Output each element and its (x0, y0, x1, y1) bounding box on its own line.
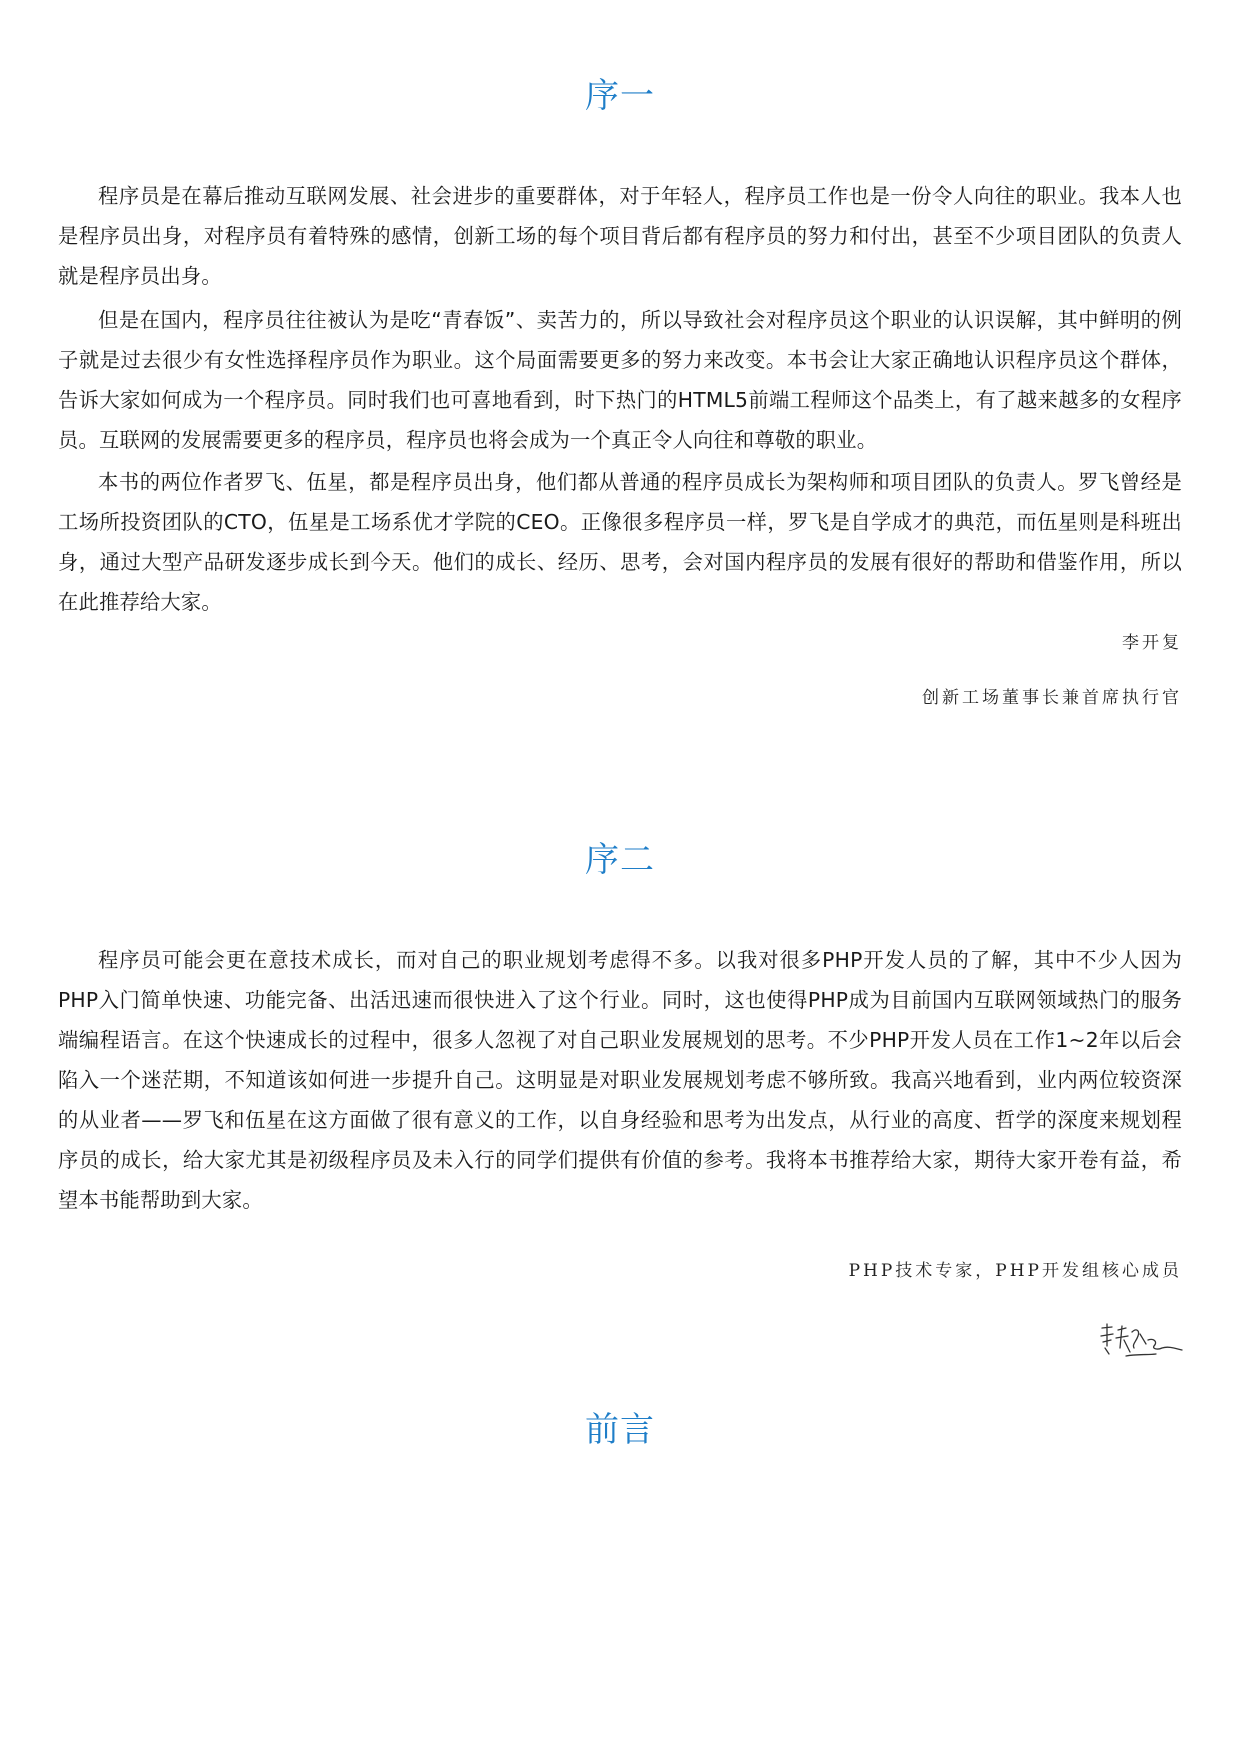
preface-1-author-title: 创新工场董事长兼首席执行官 (922, 688, 1182, 708)
handwritten-signature (1096, 1318, 1186, 1368)
preface-1-paragraph-1: 程序员是在幕后推动互联网发展、社会进步的重要群体，对于年轻人，程序员工作也是一份令人向往的职业。我本人也是程序员出身，对程序员有着特殊的感情，创新工场的每个项目背后都有程序员的努力和付出，甚至不少项目团队的负责人就是程序员出身。 (58, 184, 1182, 288)
preface-2-paragraph-1: 程序员可能会更在意技术成长，而对自己的职业规划考虑得不多。以我对很多PHP开发人员的了解，其中不少人因为PHP入门简单快速、功能完备、出活迅速而很快进入了这个行业。同时，这也使得PHP成为目前国内互联网领域热门的服务端编程语言。在这个快速成长的过程中，很多人忽视了对自己职业发展规划的思考。不少PHP开发人员在工作1~2年以后会陷入一个迷茫期，不知道该如何进一步提升自己。这明显是对职业发展规划考虑不够所致。我高兴地看到，业内两位较资深的从业者——罗飞和伍星在这方面做了很有意义的工作，以自身经验和思考为出发点，从行业的高度、哲学的深度来规划程序员的成长，给大家尤其是初级程序员及未入行的同学们提供有价值的参考。我将本书推荐给大家，期待大家开卷有益，希望本书能帮助到大家。 (58, 948, 1182, 1212)
section-title-preface-1: 序一 (585, 76, 655, 116)
preface-1-paragraph-2: 但是在国内，程序员往往被认为是吃“青春饭”、卖苦力的，所以导致社会对程序员这个职业的认识误解，其中鲜明的例子就是过去很少有女性选择程序员作为职业。这个局面需要更多的努力来改变。本书会让大家正确地认识程序员这个群体，告诉大家如何成为一个程序员。同时我们也可喜地看到，时下热门的HTML5前端工程师这个品类上，有了越来越多的女程序员。互联网的发展需要更多的程序员，程序员也将会成为一个真正令人向往和尊敬的职业。 (58, 308, 1182, 452)
section-title-foreword: 前言 (585, 1410, 655, 1450)
section-title-preface-2: 序二 (585, 840, 655, 880)
preface-1-author-name: 李开复 (1122, 633, 1182, 653)
preface-2-author-title: PHP技术专家，PHP开发组核心成员 (848, 1261, 1182, 1281)
preface-1-paragraph-3: 本书的两位作者罗飞、伍星，都是程序员出身，他们都从普通的程序员成长为架构师和项目团队的负责人。罗飞曾经是工场所投资团队的CTO，伍星是工场系优才学院的CEO。正像很多程序员一样，罗飞是自学成才的典范，而伍星则是科班出身，通过大型产品研发逐步成长到今天。他们的成长、经历、思考，会对国内程序员的发展有很好的帮助和借鉴作用，所以在此推荐给大家。 (58, 470, 1182, 614)
